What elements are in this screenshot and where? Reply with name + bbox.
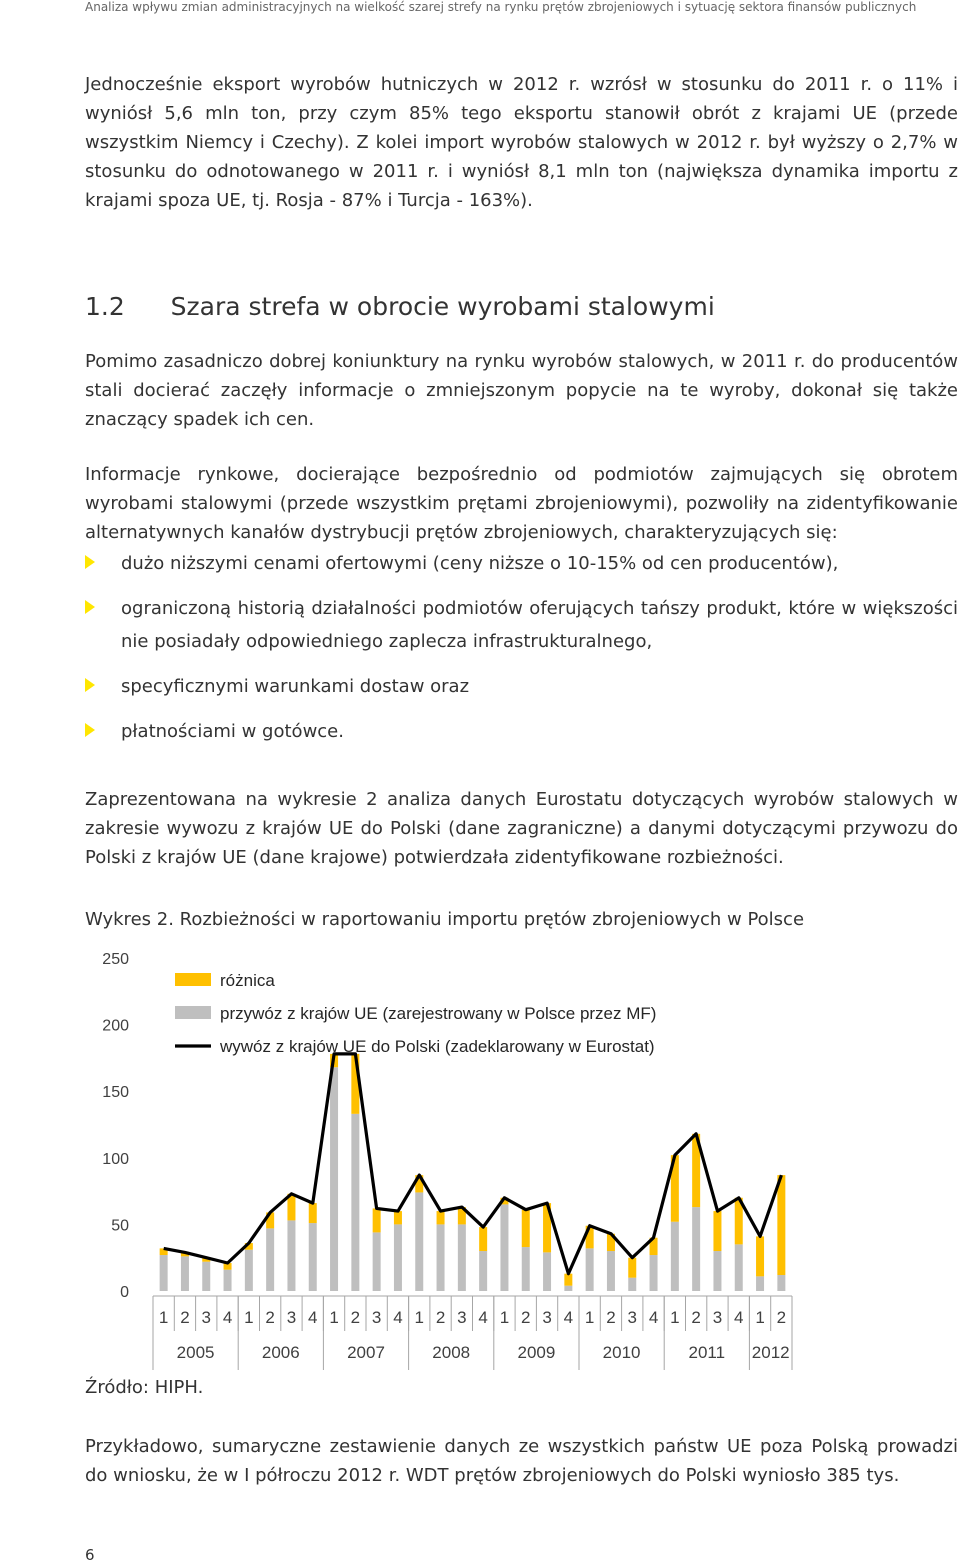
import-bar	[437, 1224, 445, 1291]
x-tick-label: 1	[670, 1308, 680, 1327]
difference-bar	[564, 1274, 572, 1286]
import-bar	[415, 1192, 423, 1291]
difference-bar	[777, 1175, 785, 1275]
y-tick-label: 50	[111, 1217, 129, 1235]
x-tick-label: 4	[734, 1308, 744, 1327]
year-label: 2006	[261, 1343, 300, 1362]
bullet-text: dużo niższymi cenami ofertowymi (ceny niższe o 10-15% od cen producentów),	[121, 553, 839, 574]
bullet-text: płatnościami w gotówce.	[121, 721, 344, 742]
x-tick-label: 2	[265, 1308, 275, 1327]
import-bar	[245, 1250, 253, 1291]
x-tick-label: 3	[201, 1308, 211, 1327]
import-bar	[394, 1224, 402, 1291]
x-tick-label: 4	[393, 1308, 403, 1327]
bullet-text: ograniczoną historią działalności podmiotów oferujących tańszy produkt, które w większości nie posiadały odpowiedniego zaplecza infrastrukturalnego,	[121, 598, 958, 652]
import-bar	[671, 1222, 679, 1291]
legend-swatch-difference	[175, 973, 211, 986]
import-bar	[692, 1207, 700, 1291]
legend-label-export: wywóz z krajów UE do Polski (zadeklarowany w Eurostat)	[220, 1037, 655, 1056]
import-bar	[224, 1270, 232, 1291]
year-label: 2012	[751, 1343, 790, 1362]
import-bar	[500, 1204, 508, 1291]
difference-bar	[394, 1211, 402, 1224]
import-bar	[607, 1251, 615, 1291]
x-tick-label: 1	[584, 1308, 595, 1327]
import-bar	[287, 1220, 295, 1291]
year-label: 2009	[517, 1343, 556, 1362]
legend-label-import: przywóz z krajów UE (zarejestrowany w Polsce przez MF)	[220, 1004, 657, 1023]
bullet-item	[85, 547, 958, 580]
triangle-bullet-icon	[85, 678, 95, 692]
import-bar	[543, 1252, 551, 1291]
import-bar	[586, 1248, 594, 1291]
running-header: Analiza wpływu zmian administracyjnych na wielkość szarej strefy na rynku prętów zbrojeniowych i sytuację sektora finansów publicznych	[85, 0, 917, 14]
legend-swatch-import	[175, 1006, 211, 1019]
import-bar	[479, 1251, 487, 1291]
difference-bar	[713, 1211, 721, 1251]
x-tick-label: 4	[563, 1308, 574, 1327]
x-tick-label: 2	[435, 1308, 446, 1327]
x-tick-label: 3	[371, 1308, 382, 1327]
import-bar	[373, 1232, 381, 1291]
bullet-item	[85, 715, 958, 748]
triangle-bullet-icon	[85, 723, 95, 737]
x-tick-label: 2	[606, 1308, 616, 1327]
year-label: 2008	[432, 1343, 471, 1362]
legend-label-difference: różnica	[220, 971, 275, 990]
y-tick-label: 200	[102, 1017, 129, 1035]
paragraph-1: Pomimo zasadniczo dobrej koniunktury na rynku wyrobów stalowych, w 2011 r. do producentów stali docierać zaczęły informacje o zmniejszonym popycie na te wyroby, dokonał się także znaczący spadek ich cen.	[85, 351, 958, 430]
chart-caption: Wykres 2. Rozbieżności w raportowaniu importu prętów zbrojeniowych w Polsce	[85, 909, 805, 930]
paragraph-4: Przykładowo, sumaryczne zestawienie danych ze wszystkich państw UE poza Polską prowadzi do wniosku, że w I półroczu 2012 r. WDT prętów zbrojeniowych do Polski wyniosło 385 tys.	[85, 1436, 958, 1486]
import-bar	[777, 1275, 785, 1291]
export-line	[164, 1054, 782, 1274]
import-bar	[330, 1067, 338, 1291]
import-bar	[458, 1224, 466, 1291]
import-bar	[756, 1276, 764, 1291]
bullet-item	[85, 670, 958, 703]
x-tick-label: 4	[478, 1308, 488, 1327]
difference-bar	[373, 1208, 381, 1232]
page-number: 6	[85, 1546, 95, 1564]
import-bar	[650, 1255, 658, 1291]
import-bar	[351, 1114, 359, 1291]
year-label: 2005	[176, 1343, 215, 1362]
x-tick-label: 3	[627, 1308, 637, 1327]
chart-source: Źródło: HIPH.	[85, 1377, 204, 1398]
year-label: 2011	[688, 1343, 726, 1362]
import-bar	[564, 1286, 572, 1291]
bullet-item	[85, 592, 958, 658]
x-tick-label: 4	[648, 1308, 659, 1327]
import-bar	[160, 1255, 168, 1291]
x-tick-label: 2	[180, 1308, 190, 1327]
import-discrepancy-chart	[85, 940, 795, 1372]
x-tick-label: 1	[755, 1308, 765, 1327]
paragraph-3: Zaprezentowana na wykresie 2 analiza danych Eurostatu dotyczących wyrobów stalowych w zakresie wywozu z krajów UE do Polski (dane zagraniczne) a danymi dotyczącymi przywozu do Polski z krajów UE (dane krajowe) potwierdzała zidentyfikowane rozbieżności.	[85, 789, 958, 868]
x-tick-label: 1	[158, 1308, 169, 1327]
x-tick-label: 2	[350, 1308, 361, 1327]
x-tick-label: 4	[308, 1308, 318, 1327]
bullet-text: specyficznymi warunkami dostaw oraz	[121, 676, 470, 697]
difference-bar	[756, 1236, 764, 1276]
x-tick-label: 2	[776, 1308, 787, 1327]
triangle-bullet-icon	[85, 555, 95, 569]
x-tick-label: 3	[542, 1308, 552, 1327]
import-bar	[202, 1262, 210, 1291]
x-tick-label: 2	[691, 1308, 701, 1327]
y-tick-label: 100	[102, 1150, 129, 1168]
import-bar	[628, 1278, 636, 1291]
import-bar	[522, 1247, 530, 1291]
y-tick-label: 250	[102, 951, 129, 968]
x-tick-label: 4	[222, 1308, 233, 1327]
import-bar	[713, 1251, 721, 1291]
y-tick-label: 0	[120, 1284, 129, 1301]
x-tick-label: 1	[329, 1308, 339, 1327]
difference-bar	[309, 1203, 317, 1223]
import-bar	[735, 1244, 743, 1291]
x-tick-label: 2	[521, 1308, 531, 1327]
year-label: 2010	[602, 1343, 641, 1362]
section-heading	[85, 292, 958, 321]
y-tick-label: 150	[102, 1084, 129, 1102]
import-bar	[266, 1228, 274, 1291]
difference-bar	[522, 1210, 530, 1247]
x-tick-label: 1	[499, 1308, 510, 1327]
x-tick-label: 3	[712, 1308, 723, 1327]
x-tick-label: 1	[414, 1308, 424, 1327]
difference-bar	[628, 1258, 636, 1278]
paragraph-2: Informacje rynkowe, docierające bezpośrednio od podmiotów zajmujących się obrotem wyrobami stalowymi (przede wszystkim prętami zbrojeniowymi), pozwoliły na zidentyfikowanie alternatywnych kanałów dystrybucji prętów zbrojeniowych, charakteryzujących się:	[85, 464, 958, 543]
intro-paragraph: Jednocześnie eksport wyrobów hutniczych w 2012 r. wzrósł w stosunku do 2011 r. o 11% i wyniósł 5,6 mln ton, przy czym 85% tego eksportu stanowił obrót z krajami UE (przede wszystkim Niemcy i Czechy). Z kolei import wyrobów stalowych w 2012 r. był wyższy o 2,7% w stosunku do odnotowanego w 2011 r. i wyniósł 8,1 mln ton (największa dynamika importu z krajami spoza UE, tj. Rosja - 87% i Turcja - 163%).	[85, 74, 958, 211]
import-bar	[309, 1223, 317, 1291]
triangle-bullet-icon	[85, 600, 95, 614]
difference-bar	[437, 1211, 445, 1224]
x-tick-label: 3	[286, 1308, 297, 1327]
difference-bar	[479, 1227, 487, 1251]
import-bar	[181, 1256, 189, 1291]
section-number: 1.2	[85, 292, 125, 321]
year-label: 2007	[347, 1343, 385, 1362]
x-tick-label: 1	[244, 1308, 254, 1327]
x-tick-label: 3	[457, 1308, 467, 1327]
section-title: Szara strefa w obrocie wyrobami stalowymi	[170, 292, 715, 321]
